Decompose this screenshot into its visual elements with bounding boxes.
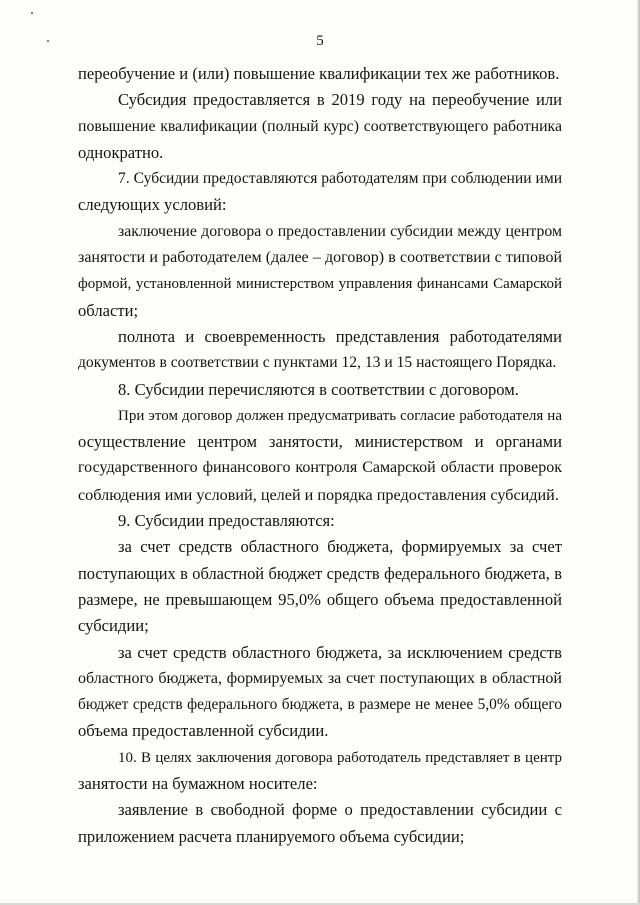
text-line: При этом договор должен предусматривать согласие работодателя на — [118, 407, 562, 424]
text-line: повышение квалификации (полный курс) соответствующего работника — [78, 117, 562, 135]
text-line: объема предоставленной субсидии. — [78, 721, 329, 741]
text-line: заявление в свободной форме о предоставлении субсидии с — [118, 800, 562, 820]
text-line: переобучение и (или) повышение квалификации тех же работников. — [78, 64, 560, 83]
text-line: размере, не превышающем 95,0% общего объема предоставленной — [78, 589, 562, 609]
text-line: полнота и своевременность представления работодателями — [118, 326, 562, 346]
text-line: субсидии; — [78, 616, 149, 636]
text-line: Субсидия предоставляется в 2019 году на переобучение или — [118, 90, 562, 110]
text-line: за счет средств областного бюджета, формируемых за счет — [118, 537, 562, 557]
text-line: заключение договора о предоставлении субсидии между центром — [118, 222, 562, 240]
text-line: приложением расчета планируемого объема субсидии; — [78, 826, 465, 846]
page-number: 5 — [316, 33, 324, 49]
text-line: формой, установленной министерством управления финансами Самарской — [78, 276, 562, 293]
document-body — [78, 61, 562, 850]
text-line: занятости и работодателем (далее – договор) в соответствии с типовой — [78, 249, 562, 267]
text-line: однократно. — [78, 142, 164, 162]
text-line: поступающих в областной бюджет средств федерального бюджета, в — [78, 563, 562, 583]
text-line: документов в соответствии с пунктами 12, 13 и 15 настоящего Порядка. — [78, 354, 557, 372]
text-line: занятости на бумажном носителе: — [78, 774, 318, 794]
text-line: 7. Субсидии предоставляются работодателям при соблюдении ими — [118, 170, 563, 188]
text-line: бюджет средств федерального бюджета, в размере не менее 5,0% общего — [78, 696, 562, 714]
text-line: области; — [78, 300, 139, 320]
text-line: соблюдения ими условий, целей и порядка предоставления субсидий. — [78, 485, 559, 504]
text-line: 10. В целях заключения договора работодатель представляет в центр — [118, 749, 562, 766]
text-line: следующих условий: — [78, 195, 227, 215]
text-line: осуществление центром занятости, министерством и органами — [78, 432, 562, 452]
text-line: государственного финансового контроля Самарской области проверок — [78, 459, 562, 477]
scan-speck — [31, 12, 33, 14]
text-line: 8. Субсидии перечисляются в соответствии с договором. — [118, 379, 519, 399]
text-line: 9. Субсидии предоставляются: — [118, 511, 335, 531]
text-line: областного бюджета, формируемых за счет поступающих в областной — [78, 669, 562, 687]
text-line: за счет средств областного бюджета, за исключением средств — [118, 642, 562, 662]
